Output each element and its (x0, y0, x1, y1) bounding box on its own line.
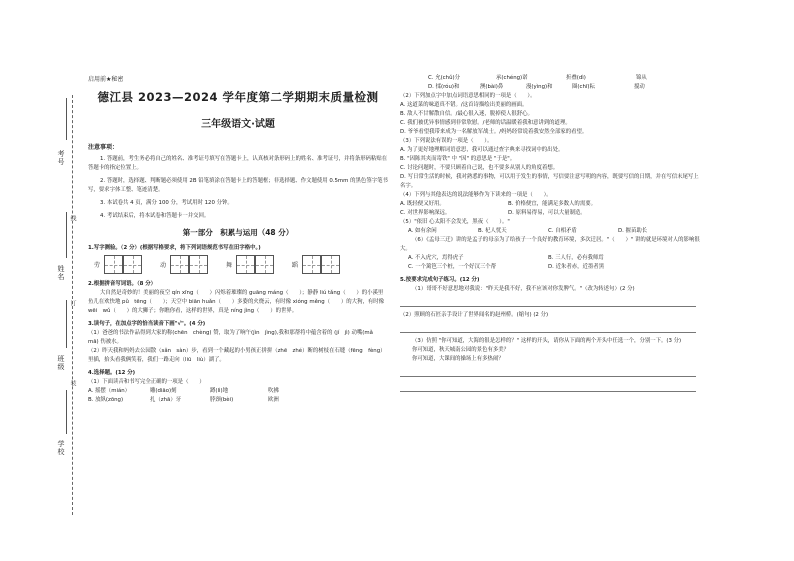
question-4-1: （1）下面读音和书写完全正确的一项是（ ） (88, 379, 205, 385)
exam-number-blank[interactable] (66, 98, 67, 140)
left-column (88, 74, 388, 405)
option[interactable]: A. 既轻便又好用。 (400, 201, 445, 207)
option[interactable]: D. 爷爷看望我带来成为一名解放军战士。/妈妈经常说着我安然全部家的看望。 (400, 129, 588, 135)
question-1: 1.写字测验。（2 分）(根据写格要求，将下列词语规范书写在田字格中。) (88, 245, 261, 251)
answer-line[interactable] (400, 366, 696, 377)
tianzige-char: 舞 (226, 262, 233, 269)
option: 蹲(lì)地 (210, 388, 228, 394)
question-5: 5.按要求完成句子练习。(12 分) (400, 277, 480, 283)
option[interactable]: C. 讨论问题时，不要只顾着自己说，也不要多从别人的角度着想。 (400, 165, 559, 171)
option[interactable]: A. 如有余闲 (408, 228, 437, 234)
prompt-option: 你可知道，秋天城南公园的景色有多美？ (412, 347, 510, 353)
tianzige-item (160, 255, 208, 274)
school-blank[interactable] (66, 390, 67, 434)
option-row (400, 83, 700, 92)
option[interactable]: D. 揉(róu)和 (428, 84, 460, 90)
option[interactable]: C. 我们被优异事情感到非常欣慰。/老师的话温暖着我和意讲到的道理。 (400, 120, 571, 126)
option[interactable]: A. 为了更好地理解词语意思，我可以通过查字典来寻找词中的出处。 (400, 147, 564, 153)
secret-label: 启用前★秘密 (88, 76, 124, 83)
option: 锦从 (636, 75, 647, 81)
question-4-2: （2）下列加点字中加点词语意思相同的一项是（ ）。 (400, 93, 536, 99)
tianzige-box[interactable] (255, 255, 274, 274)
answer-line[interactable] (400, 381, 696, 392)
notice-heading: 注意事项： (88, 144, 119, 151)
seal-char-zhuang: 装 (69, 380, 76, 386)
tianzige-box[interactable] (104, 255, 123, 274)
question-4-5: （5）"依旧 心太阳不会发光，黑夜（ ）。" (400, 219, 510, 225)
option[interactable]: C. 允(chǔ)分 (428, 75, 460, 81)
tianzige-box[interactable] (123, 255, 142, 274)
option[interactable]: A. 不入虎穴，焉得虎子 (408, 255, 464, 261)
option[interactable]: D. 写日常生活的时候，我对熟悉的事物，可以用于发生的事情，写信要注意写明的内容，既要写信的日期，并在写信末尾写上名字。 (400, 174, 699, 189)
tianzige-char: 蹈 (292, 262, 299, 269)
option[interactable]: C. 一个篱笆三个桩，一个好汉三个帮 (408, 264, 497, 270)
option[interactable]: A. 摇摆（mián） (88, 388, 131, 394)
option[interactable]: B. "因陈其夹而寄铁" 中 "因" 的意思是 "于是"。 (400, 156, 516, 162)
question-2: 2.根据拼音写词语。（8 分） (88, 281, 157, 287)
option: 圈(chī)耘 (572, 84, 595, 90)
tianzige-item (94, 255, 142, 274)
answer-line[interactable] (400, 296, 696, 307)
field-exam-number-label: 考号 (57, 150, 65, 166)
right-column (400, 74, 700, 396)
question-4-6: （6）《孟母三迁》讲的是孟子的母亲为了给孩子一个良好的教育环境，多次迁居。"（ ）" 讲的就是环境对人的影响很大。 (400, 237, 700, 252)
option: 承(chéng)诺 (496, 75, 528, 81)
option: 澳(bài)鼻 (480, 84, 504, 90)
section-heading: 第一部分 积累与运用（48 分） (182, 228, 294, 237)
question-4: 4.选择题。(12 分) (88, 370, 136, 376)
notice-item: 2. 答题时，选择题、判断题必须使用 2B 铅笔填涂在答题卡上的答题框；非选择题、作文题使用 0.5mm 的黑色签字笔书写，要求字体工整、笔迹清楚。 (88, 178, 388, 193)
name-blank[interactable] (66, 212, 67, 258)
question-3-item: （2）昨天我和妈妈去公园散（sǎn sàn）步，看到一个藏起的小男孩正拼拼（zhē zhé）断的树枝在石缝（fēng fèng）里插，抬头看我俩笑着，我们一路走向（liū liù）湖了。 (88, 348, 386, 363)
option-row (400, 227, 700, 236)
tianzige-box[interactable] (236, 255, 255, 274)
question-4-4: （4）下列与其他表达的说法能够作为下读来的一项是（ ）。 (400, 192, 552, 198)
prompt-option: 你可知道，大课间的操场上有多热闹？ (412, 356, 504, 362)
answer-line[interactable] (400, 322, 696, 333)
tianzige-row (88, 255, 388, 274)
tianzige-box[interactable] (170, 255, 189, 274)
notice-item: 4. 考试结束后，将本试卷和答题卡一并交回。 (100, 213, 210, 219)
option: 脖颈(bèi) (210, 397, 234, 403)
tianzige-item (292, 255, 340, 274)
seal-char-ding: 订 (69, 300, 76, 306)
tianzige-char: 劳 (94, 262, 101, 269)
tianzige-box[interactable] (302, 255, 321, 274)
field-name-label: 姓名 (57, 265, 65, 281)
field-school-label: 学校 (57, 440, 65, 456)
exam-title: 德江县 2023—2024 学年度第二学期期末质量检测 (97, 90, 379, 104)
tianzige-box[interactable] (189, 255, 208, 274)
option[interactable]: B. 价格便宜，能满足多数人的需要。 (508, 201, 596, 207)
option: 搅动 (634, 84, 645, 90)
field-class-label: 班级 (57, 355, 65, 371)
exam-subtitle: 三年级语文·试题 (201, 119, 275, 130)
notice-item: 3. 本试卷共 4 页，满分 100 分，考试用时 120 分钟。 (100, 200, 233, 206)
class-blank[interactable] (66, 300, 67, 348)
option: 折叠(dì) (566, 75, 586, 81)
notice-item: 1. 答题前，考生务必将自己的姓名、准考证号填写在答题卡上，认真核对条形码上的姓名、准考证号，并将条形码粘贴在答题卡的指定位置上。 (88, 156, 388, 171)
option-row (400, 74, 700, 83)
option[interactable]: B. 放纵(zōng) (88, 397, 124, 403)
option: 雕(diāo)刻 (150, 388, 177, 394)
question-5-2: （2）照顾的石匠亲手设计了世界闻名的赵州桥。(缩句) (2 分) (400, 312, 549, 318)
option: 漫(yìng)和 (526, 84, 553, 90)
option[interactable]: B. 杞人忧天 (478, 228, 507, 234)
tianzige-item (226, 255, 274, 274)
binding-strip (0, 0, 84, 561)
option[interactable]: D. 揠苗助长 (618, 228, 648, 234)
question-4-3: （3）下列说法有误的一项是（ ）。 (400, 138, 493, 144)
option[interactable]: D. 原料易得易，可以大量制造。 (508, 210, 586, 216)
question-5-3: （3）仿照 "你可知道，大海的很是怎样的？" 这样的开头，请你从下面的两个开头中任选一个，分别一下。(3 分) (412, 338, 682, 344)
question-5-1: （1）哥哥不好意思地对我说："昨天是我不好，我不应该对你发脾气。"（改为转述句）(2 分) (412, 286, 635, 292)
pinyin-passage: 大自然是奇妙的！美丽的夜空 qín xīng（ ）闪烁着璀璨的 guāng máng（ ）；静静 liú tǎng（ ）的小溪里鱼儿在欢快地 pǔ tēng（ ）；天空中 biān huǎn（ ）多姿的火烧云，有时像 xióng měng（ ）的大狗，有时像 wēi wǔ（ ）的大狮子；你瞧你看，这样的世界，真是 níng jìng（ ）的世界。 (88, 290, 385, 314)
option: 扎（zhā）牙 (150, 397, 182, 403)
tianzige-char: 动 (160, 262, 167, 269)
option[interactable]: D. 近朱者赤，近墨者黑 (548, 264, 605, 270)
option[interactable]: A. 这道菜的味道真不错。/这首诗描绘出美丽的画面。 (400, 102, 528, 108)
option[interactable]: C. 自相矛盾 (548, 228, 577, 234)
option[interactable]: C. 对世界影响深远。 (400, 210, 451, 216)
tianzige-box[interactable] (321, 255, 340, 274)
option[interactable]: B. 三人行，必有我师焉 (548, 255, 604, 261)
option-row (88, 396, 388, 405)
question-3-item: （1）爸爸的书法作品得到大家的称(chēn chèng) 赞，取为了晌午(jìn jìng),我和那帮将中蕴含着的 (jí jì) 动嘴(mǎ mā) 伤被水。 (88, 330, 379, 345)
seal-char-xian: 线 (69, 215, 76, 221)
option[interactable]: B. 敌人不甘解散自信。/最心很入迷，脱掉使人很舒心。 (400, 111, 533, 117)
option: 吹拂 (268, 388, 279, 394)
question-3: 3.读句子，在加点字的恰当读音下画"√"。(4 分) (88, 321, 206, 327)
option: 欧洲 (268, 397, 279, 403)
option-row (88, 387, 388, 396)
